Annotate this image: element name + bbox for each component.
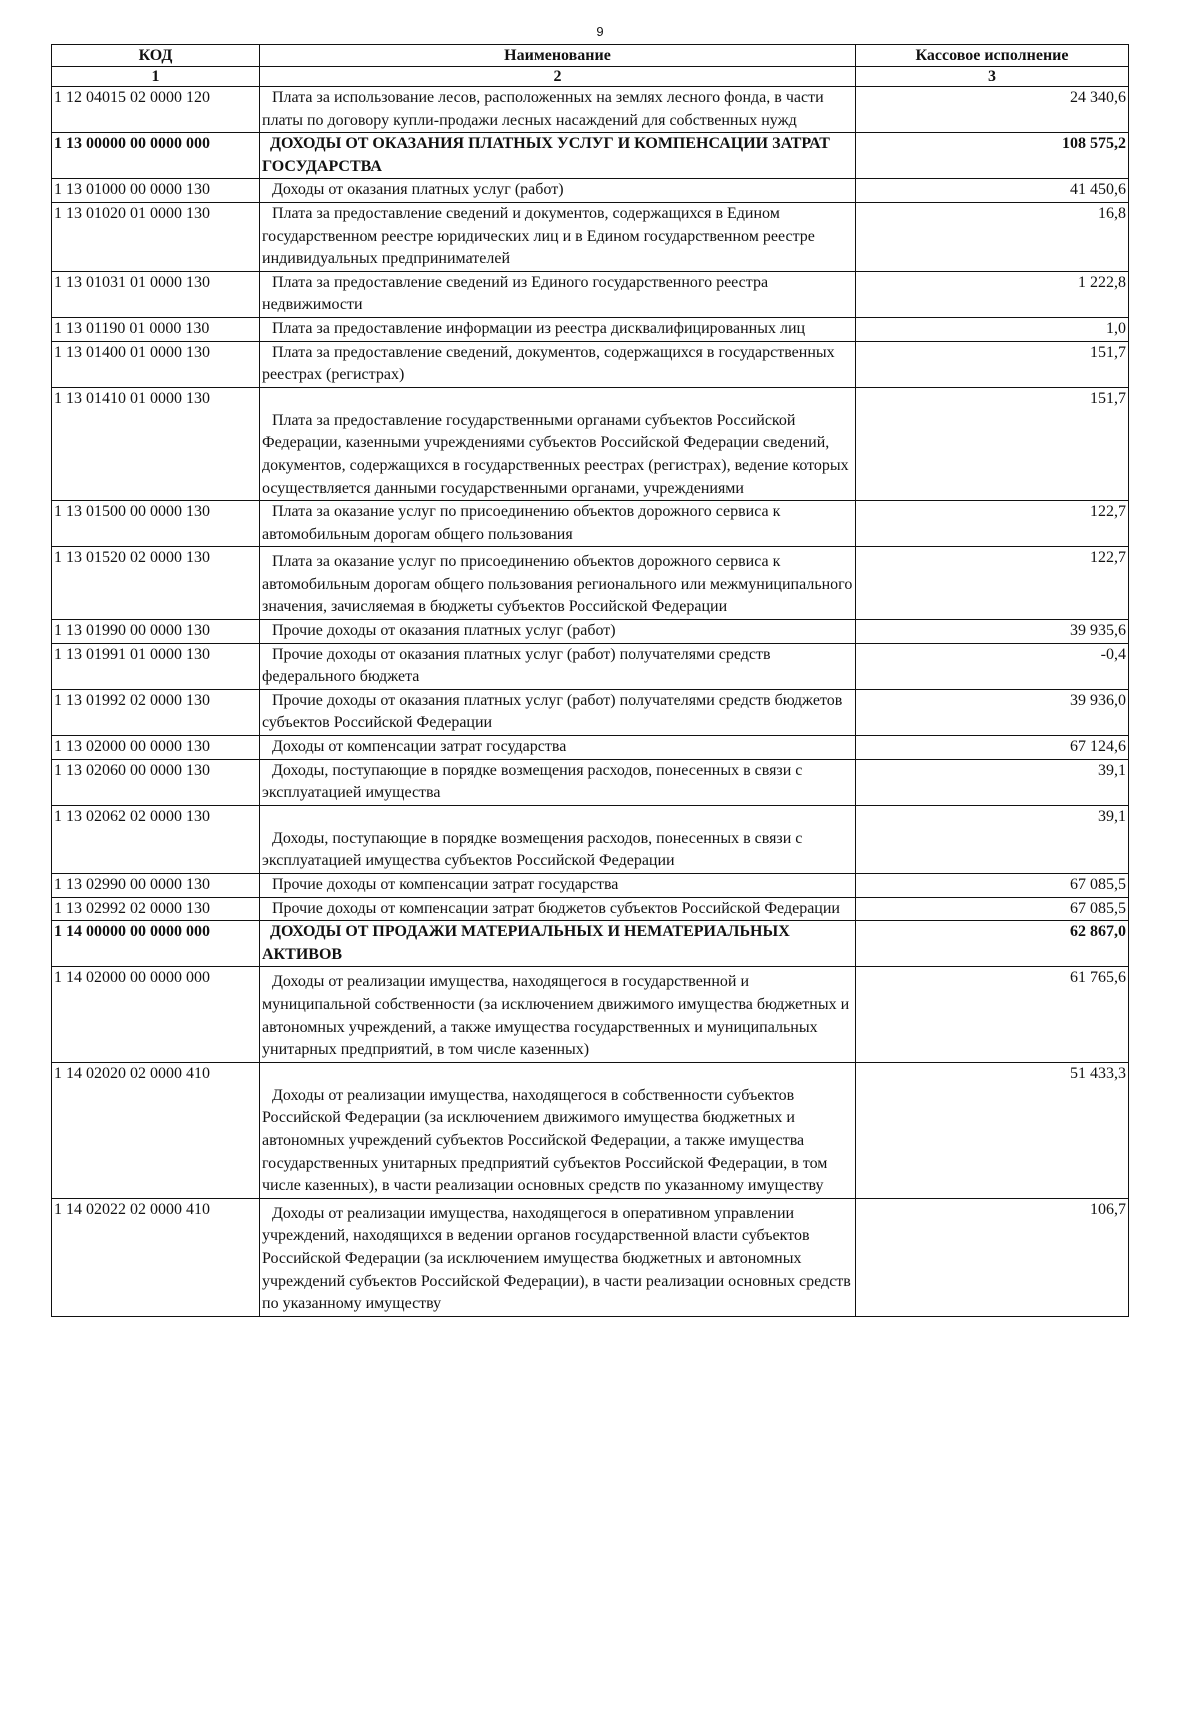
row-name bbox=[260, 736, 856, 760]
row-name-text: Прочие доходы от компенсации затрат государства bbox=[272, 876, 619, 893]
row-name-text: Плата за оказание услуг по присоединению объектов дорожного сервиса к автомобильным дорогам общего пользования регионального или межмуниципального значения, зачисляемая в бюджеты субъектов Российской Федерации bbox=[262, 553, 853, 616]
row-name-text: Плата за предоставление государственными органами субъектов Российской Федерации, казенными учреждениями субъектов Российской Федерации сведений, документов, содержащихся в государственных реестрах (регистрах), ведение которых осуществляется данными государственными органами, учреждениями bbox=[262, 411, 849, 497]
row-name bbox=[260, 620, 856, 644]
row-name-text: Прочие доходы от оказания платных услуг (работ) получателями средств бюджетов субъектов Российской Федерации bbox=[262, 691, 843, 732]
column-number: 2 bbox=[260, 67, 856, 87]
table-row bbox=[52, 1062, 1129, 1198]
row-amount: 67 085,5 bbox=[856, 897, 1129, 921]
row-name bbox=[260, 921, 856, 967]
table-row bbox=[52, 1198, 1129, 1316]
row-amount: 151,7 bbox=[856, 341, 1129, 387]
table-body bbox=[52, 87, 1129, 1317]
table-row bbox=[52, 87, 1129, 133]
row-amount: 51 433,3 bbox=[856, 1062, 1129, 1198]
row-name-text: Доходы от оказания платных услуг (работ) bbox=[272, 181, 564, 199]
row-amount: 62 867,0 bbox=[856, 921, 1129, 967]
row-code: 1 13 01992 02 0000 130 bbox=[52, 689, 260, 735]
row-code: 1 13 00000 00 0000 000 bbox=[52, 133, 260, 179]
header-code: КОД bbox=[52, 45, 260, 67]
row-code: 1 13 01520 02 0000 130 bbox=[52, 547, 260, 620]
table-row bbox=[52, 736, 1129, 760]
row-name bbox=[260, 1198, 856, 1316]
row-name-text: Доходы, поступающие в порядке возмещения расходов, понесенных в связи с эксплуатацией имущества субъектов Российской Федерации bbox=[262, 829, 803, 870]
table-row bbox=[52, 874, 1129, 898]
row-amount: 1,0 bbox=[856, 317, 1129, 341]
row-name bbox=[260, 133, 856, 179]
table-row bbox=[52, 501, 1129, 547]
header-name: Наименование bbox=[260, 45, 856, 67]
row-name-text: Прочие доходы от компенсации затрат бюджетов субъектов Российской Федерации bbox=[272, 899, 840, 917]
row-name bbox=[260, 547, 856, 620]
row-name bbox=[260, 967, 856, 1062]
table-row bbox=[52, 967, 1129, 1062]
row-amount: 67 085,5 bbox=[856, 874, 1129, 898]
row-name bbox=[260, 317, 856, 341]
row-code: 1 13 02060 00 0000 130 bbox=[52, 759, 260, 805]
row-code: 1 13 02990 00 0000 130 bbox=[52, 874, 260, 898]
table-row bbox=[52, 547, 1129, 620]
header-row bbox=[52, 45, 1129, 67]
row-amount: 39 935,6 bbox=[856, 620, 1129, 644]
row-amount: 122,7 bbox=[856, 547, 1129, 620]
row-name bbox=[260, 1062, 856, 1198]
row-code: 1 13 01410 01 0000 130 bbox=[52, 387, 260, 500]
row-name bbox=[260, 271, 856, 317]
row-name-text: Плата за предоставление информации из реестра дисквалифицированных лиц bbox=[272, 319, 806, 337]
row-amount: -0,4 bbox=[856, 643, 1129, 689]
row-code: 1 13 02992 02 0000 130 bbox=[52, 897, 260, 921]
row-name bbox=[260, 643, 856, 689]
row-name bbox=[260, 689, 856, 735]
column-number: 3 bbox=[856, 67, 1129, 87]
row-name bbox=[260, 501, 856, 547]
table-row bbox=[52, 317, 1129, 341]
row-name-text: Доходы от реализации имущества, находящегося в государственной и муниципальной собственности (за исключением движимого имущества бюджетных и автономных учреждений, а также имущества государственных и муниципальных унитарных предприятий, в том числе казенных) bbox=[262, 973, 850, 1059]
row-name-text: Доходы от реализации имущества, находящегося в оперативном управлении учреждений, находящихся в ведении органов государственной власти субъектов Российской Федерации (за исключением имущества бюджетных и автономных учреждений субъектов Российской Федерации), в части реализации основных средств по указанному имуществу bbox=[262, 1204, 851, 1313]
table-row bbox=[52, 202, 1129, 271]
row-code: 1 13 01020 01 0000 130 bbox=[52, 202, 260, 271]
row-name-text: Плата за предоставление сведений из Единого государственного реестра недвижимости bbox=[262, 273, 769, 314]
row-code: 1 14 02020 02 0000 410 bbox=[52, 1062, 260, 1198]
row-name bbox=[260, 805, 856, 873]
row-code: 1 14 00000 00 0000 000 bbox=[52, 921, 260, 967]
row-code: 1 14 02000 00 0000 000 bbox=[52, 967, 260, 1062]
row-code: 1 13 01000 00 0000 130 bbox=[52, 179, 260, 203]
row-code: 1 13 01190 01 0000 130 bbox=[52, 317, 260, 341]
row-name bbox=[260, 387, 856, 500]
table-row bbox=[52, 805, 1129, 873]
row-amount: 39 936,0 bbox=[856, 689, 1129, 735]
page-number: 9 bbox=[596, 24, 604, 39]
column-number-row bbox=[52, 67, 1129, 87]
row-name-text: Плата за использование лесов, расположенных на землях лесного фонда, в части платы по договору купли-продажи лесных насаждений для собственных нужд bbox=[262, 89, 824, 129]
row-name-text: Плата за оказание услуг по присоединению объектов дорожного сервиса к автомобильным дорогам общего пользования bbox=[262, 503, 781, 543]
table-row bbox=[52, 620, 1129, 644]
row-code: 1 13 01500 00 0000 130 bbox=[52, 501, 260, 547]
header-amount: Кассовое исполнение bbox=[856, 45, 1129, 67]
row-code: 1 13 01991 01 0000 130 bbox=[52, 643, 260, 689]
column-number: 1 bbox=[52, 67, 260, 87]
table-row bbox=[52, 689, 1129, 735]
row-name bbox=[260, 202, 856, 271]
row-name-text: Доходы от реализации имущества, находящегося в собственности субъектов Российской Федерации (за исключением движимого имущества бюджетных и автономных учреждений субъектов Российской Федерации, а также имущества государственных унитарных предприятий субъектов Российской Федерации, в том числе казенных), в части реализации основных средств по указанному имуществу bbox=[262, 1086, 828, 1195]
row-code: 1 14 02022 02 0000 410 bbox=[52, 1198, 260, 1316]
table-row bbox=[52, 387, 1129, 500]
row-amount: 1 222,8 bbox=[856, 271, 1129, 317]
row-amount: 39,1 bbox=[856, 805, 1129, 873]
row-name-text: Плата за предоставление сведений и документов, содержащихся в Едином государственном реестре юридических лиц и в Едином государственном реестре индивидуальных предпринимателей bbox=[262, 204, 815, 268]
table-row-section bbox=[52, 921, 1129, 967]
table-row bbox=[52, 179, 1129, 203]
row-amount: 41 450,6 bbox=[856, 179, 1129, 203]
row-name-text: ДОХОДЫ ОТ ОКАЗАНИЯ ПЛАТНЫХ УСЛУГ И КОМПЕНСАЦИИ ЗАТРАТ ГОСУДАРСТВА bbox=[262, 135, 830, 175]
row-code: 1 13 01031 01 0000 130 bbox=[52, 271, 260, 317]
table-row bbox=[52, 271, 1129, 317]
row-amount: 151,7 bbox=[856, 387, 1129, 500]
row-code: 1 12 04015 02 0000 120 bbox=[52, 87, 260, 133]
row-name bbox=[260, 87, 856, 133]
table-row bbox=[52, 759, 1129, 805]
row-amount: 24 340,6 bbox=[856, 87, 1129, 133]
table-row bbox=[52, 897, 1129, 921]
row-amount: 16,8 bbox=[856, 202, 1129, 271]
row-name-text: ДОХОДЫ ОТ ПРОДАЖИ МАТЕРИАЛЬНЫХ И НЕМАТЕРИАЛЬНЫХ АКТИВОВ bbox=[262, 923, 790, 963]
row-name bbox=[260, 179, 856, 203]
row-amount: 61 765,6 bbox=[856, 967, 1129, 1062]
row-name-text: Плата за предоставление сведений, документов, содержащихся в государственных реестрах (регистрах) bbox=[262, 343, 835, 384]
row-name-text: Доходы, поступающие в порядке возмещения расходов, понесенных в связи с эксплуатацией имущества bbox=[262, 761, 803, 802]
row-name-text: Прочие доходы от оказания платных услуг (работ) получателями средств федерального бюджета bbox=[262, 645, 771, 686]
row-code: 1 13 02062 02 0000 130 bbox=[52, 805, 260, 873]
row-name bbox=[260, 759, 856, 805]
table-row bbox=[52, 341, 1129, 387]
row-name bbox=[260, 341, 856, 387]
row-amount: 122,7 bbox=[856, 501, 1129, 547]
row-code: 1 13 02000 00 0000 130 bbox=[52, 736, 260, 760]
table-row bbox=[52, 643, 1129, 689]
row-name bbox=[260, 874, 856, 898]
revenue-table bbox=[51, 44, 1129, 1317]
row-code: 1 13 01400 01 0000 130 bbox=[52, 341, 260, 387]
row-amount: 106,7 bbox=[856, 1198, 1129, 1316]
row-amount: 39,1 bbox=[856, 759, 1129, 805]
row-amount: 108 575,2 bbox=[856, 133, 1129, 179]
table-row-section bbox=[52, 133, 1129, 179]
row-name bbox=[260, 897, 856, 921]
row-name-text: Прочие доходы от оказания платных услуг (работ) bbox=[272, 622, 616, 640]
row-name-text: Доходы от компенсации затрат государства bbox=[272, 738, 567, 756]
row-code: 1 13 01990 00 0000 130 bbox=[52, 620, 260, 644]
row-amount: 67 124,6 bbox=[856, 736, 1129, 760]
